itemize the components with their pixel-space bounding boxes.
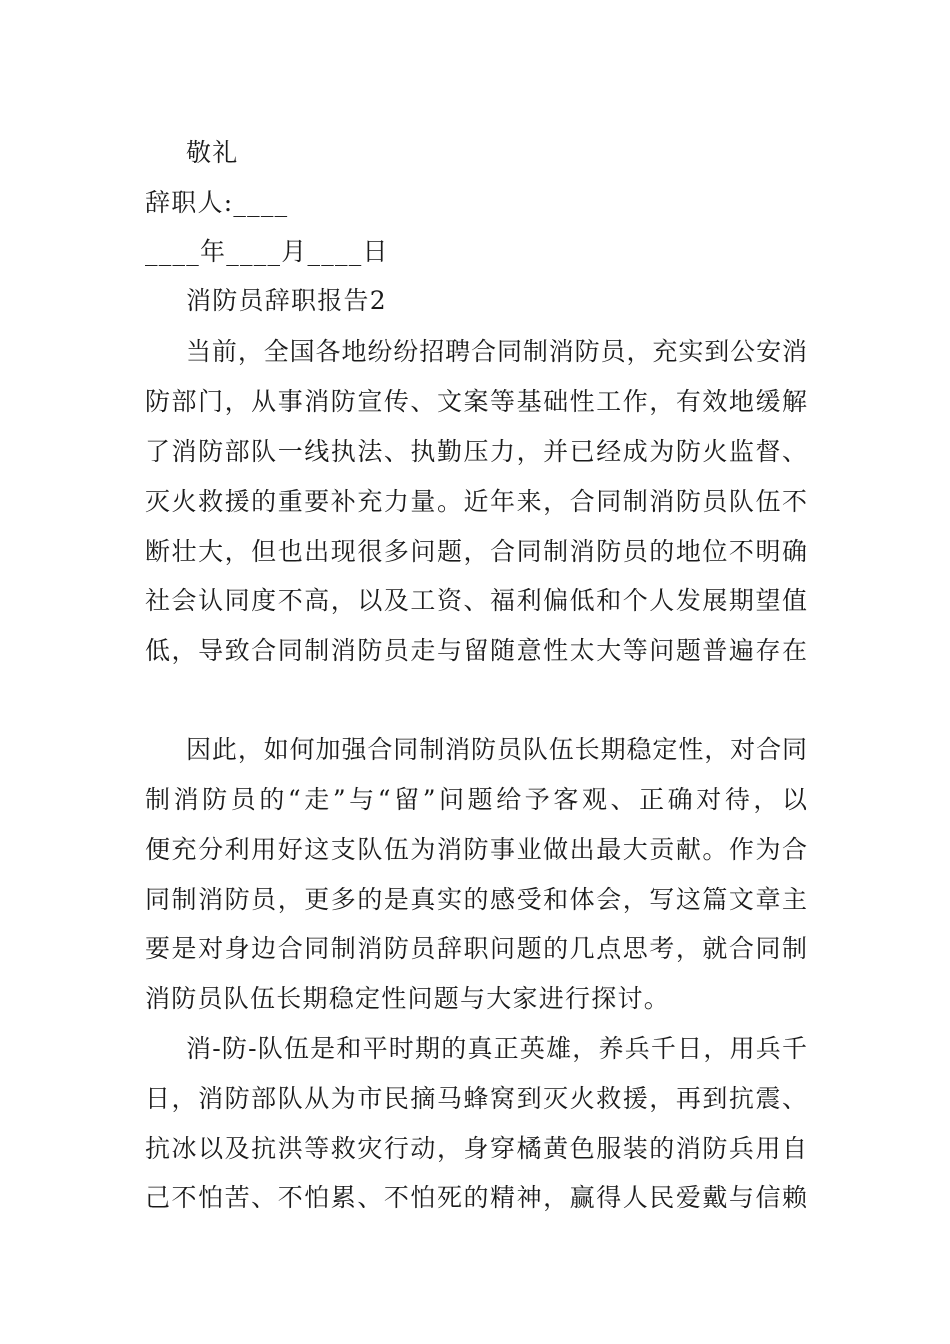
section-title: 消防员辞职报告2 [186,286,387,315]
paragraph-line: 防部门，从事消防宣传、文案等基础性工作，有效地缓解 [145,387,807,416]
closing-salute: 敬礼 [186,138,239,167]
paragraph-line: 同制消防员，更多的是真实的感受和体会，写这篇文章主 [145,885,807,914]
paragraph-line: 己不怕苦、不怕累、不怕死的精神，赢得人民爱戴与信赖 [145,1183,807,1212]
paragraph-line: 抗冰以及抗洪等救灾行动，身穿橘黄色服装的消防兵用自 [145,1134,807,1163]
paragraph-line: 便充分利用好这支队伍为消防事业做出最大贡献。作为合 [145,835,807,864]
paragraph-line: 日，消防部队从为市民摘马蜂窝到灭火救援，再到抗震、 [145,1084,807,1113]
signature-line: 辞职人:____ [145,188,289,217]
paragraph-line: 社会认同度不高，以及工资、福利偏低和个人发展期望值 [145,586,807,615]
paragraph-line: 了消防部队一线执法、执勤压力，并已经成为防火监督、 [145,437,807,466]
paragraph-line: 当前，全国各地纷纷招聘合同制消防员，充实到公安消 [186,337,807,366]
paragraph-line: 消-防-队伍是和平时期的真正英雄，养兵千日，用兵千 [186,1034,807,1063]
date-line: ____年____月____日 [145,237,389,266]
paragraph-line: 低，导致合同制消防员走与留随意性太大等问题普遍存在 [145,636,807,665]
paragraph-line: 因此，如何加强合同制消防员队伍长期稳定性，对合同 [186,735,807,764]
paragraph-line: 消防员队伍长期稳定性问题与大家进行探讨。 [145,984,671,1013]
paragraph-line: 要是对身边合同制消防员辞职问题的几点思考，就合同制 [145,934,807,963]
paragraph-line: 断壮大，但也出现很多问题，合同制消防员的地位不明确 [145,537,807,566]
paragraph-line: 灭火救援的重要补充力量。近年来，合同制消防员队伍不 [145,487,807,516]
paragraph-line: 制消防员的“走”与“留”问题给予客观、正确对待，以 [145,785,807,814]
